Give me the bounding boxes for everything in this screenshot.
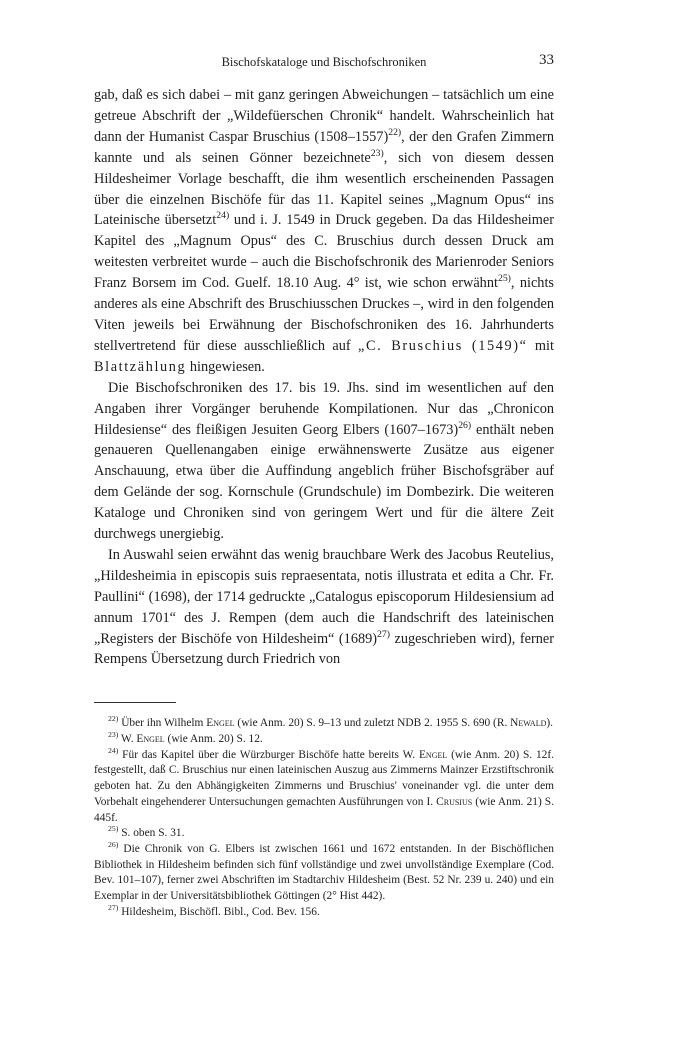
text-run: gab, daß es sich dabei – mit ganz geringen Abweichungen – tatsächlich um eine getreue Abschrift der „Wildefüerschen Chronik“ handelt. Wahrscheinlich hat dann der Humanist Caspar Bruschius (1508–1557) xyxy=(94,87,554,145)
footnote-number: 26) xyxy=(108,840,119,850)
footnote-ref-25: 25) xyxy=(497,273,511,285)
text-run: enthält neben genaueren Quellenangaben einige erwähnenswerte Zusätze aus eigener Anschauung, etwa über die Auffindung angeblich früher Bischofsgräber auf dem Gelände der sog. Kornschule (Grundschule) im Dombezirk. Die weiteren Kataloge und Chroniken sind von geringem Wert und für die ältere Zeit durchwegs unergiebig. xyxy=(94,421,554,543)
author-name: Newald xyxy=(510,717,547,730)
book-page xyxy=(94,52,554,921)
text-run: Hildesheim, Bischöfl. Bibl., Cod. Bev. 156. xyxy=(118,905,320,918)
paragraph-3 xyxy=(94,545,554,670)
footnote-ref-23: 23) xyxy=(370,147,384,159)
footnote-ref-24: 24) xyxy=(216,210,230,222)
footnote-ref-26: 26) xyxy=(458,419,472,431)
main-text xyxy=(94,85,554,670)
author-name: Crusius xyxy=(436,795,473,808)
text-run: W. xyxy=(118,733,137,746)
spaced-emphasis: Blattzählung xyxy=(94,358,187,375)
text-run: Die Bischofschroniken des 17. bis 19. Jhs. sind im wesentlichen auf den Angaben ihrer Vorgänger beruhende Kompilationen. Nur das „Chronicon Hildesiense“ des fleißigen Jesuiten Georg Elbers (1607–1673) xyxy=(94,379,554,438)
text-run: , sich von diesem dessen Hildesheimer Vorlage beschafft, die ihm wesentlich erscheinenden Passagen über die einzelnen Bischöfe für das 11. Kapitel seines „Magnum Opus“ ins Lateinische übersetzt xyxy=(94,149,554,229)
footnote-26 xyxy=(94,842,554,905)
spaced-emphasis: „C. Bruschius (1549)“ xyxy=(358,337,528,354)
page-number: 33 xyxy=(539,52,554,68)
text-run: und i. J. 1549 in Druck gegeben. Da das Hildesheimer Kapitel des „Magnum Opus“ des C. Bruschius durch dessen Druck am weitesten verbreitet wurde – auch die Bischofschronik des Marienroder Seniors Franz Borsem im Cod. Guelf. 18.10 Aug. 4° ist, wie schon erwähnt xyxy=(94,212,554,292)
footnote-23 xyxy=(94,732,554,748)
text-run: (wie Anm. 20) S. 12. xyxy=(164,733,263,746)
footnote-number: 23) xyxy=(108,730,119,740)
footnote-ref-27: 27) xyxy=(377,628,391,640)
footnote-24 xyxy=(94,745,554,827)
text-run: mit xyxy=(527,337,554,354)
footnote-27 xyxy=(94,905,554,921)
footnote-25 xyxy=(94,826,554,842)
text-run: , der den Grafen Zimmern kannte und als seinen Gönner bezeichnete xyxy=(94,128,554,166)
text-run: hingewiesen. xyxy=(186,358,265,375)
running-header xyxy=(94,52,554,74)
text-run: S. oben S. 31. xyxy=(118,827,185,840)
author-name: Engel xyxy=(418,748,448,761)
text-run: , nichts anderes als eine Abschrift des Bruschiusschen Druckes –, wird in den folgenden Viten jeweils bei Erwähnung der Bischofschroniken des 16. Jahrhunderts stellvertretend für diese ausschließlich auf xyxy=(94,275,554,354)
footnote-ref-22: 22) xyxy=(388,127,402,139)
text-run: Über ihn Wilhelm xyxy=(118,717,207,730)
footnote-number: 27) xyxy=(108,903,119,913)
text-run: Für das Kapitel über die Würzburger Bischöfe hatte bereits W. xyxy=(118,748,419,761)
footnote-divider xyxy=(94,702,176,703)
text-run: (wie Anm. 20) S. 12f. festgestellt, daß C. Bruschius nur einen lateinischen Auszug aus Zimmerns Mainzer Erzstiftschronik geboten hat. Zu den Abhängigkeiten Zimmerns und Bruschius' voneinander vgl. die unter dem Vorbehalt eingehenderer Untersuchungen gemachten Ausführungen von I. xyxy=(94,748,554,808)
text-run: Die Chronik von G. Elbers ist zwischen 1661 und 1672 entstanden. In der Bischöflichen Bibliothek in Hildesheim befinden sich fünf vollständige und zwei unvollständige Exemplare (Cod. Bev. 101–107), ferner zwei Abschriften im Stadtarchiv Hildesheim (Best. 52 Nr. 239 u. 240) und ein Exemplar in der Universitätsbibliothek Göttingen (2° Hist 442). xyxy=(94,843,554,903)
footnotes xyxy=(94,716,554,920)
paragraph-2 xyxy=(94,378,554,545)
text-run: In Auswahl seien erwähnt das wenig brauchbare Werk des Jacobus Reutelius, „Hildesheimia in episcopis suis repraesentata, notis illustrata et edita a Chr. Fr. Paullini“ (1698), der 1714 gedruckte „Catalogus episcoporum Hildesiensium ad annum 1701“ des J. Rempen (dem auch die Handschrift des lateinischen „Registers der Bischöfe von Hildesheim“ (1689) xyxy=(94,546,554,647)
paragraph-1 xyxy=(94,85,554,378)
text-run: (wie Anm. 21) S. 445f. xyxy=(94,795,554,824)
text-run: zugeschrieben wird), ferner Rempens Übersetzung durch Friedrich von xyxy=(94,630,554,668)
footnote-number: 24) xyxy=(108,745,119,755)
footnote-22 xyxy=(94,716,554,732)
running-title: Bischofskataloge und Bischofschroniken xyxy=(221,55,427,69)
text-run: (wie Anm. 20) S. 9–13 und zuletzt NDB 2. 1955 S. 690 (R. xyxy=(234,717,511,730)
text-run: ). xyxy=(546,717,554,730)
footnote-number: 22) xyxy=(108,714,119,724)
author-name: Engel xyxy=(206,717,235,730)
author-name: Engel xyxy=(136,733,165,746)
footnote-number: 25) xyxy=(108,824,119,834)
